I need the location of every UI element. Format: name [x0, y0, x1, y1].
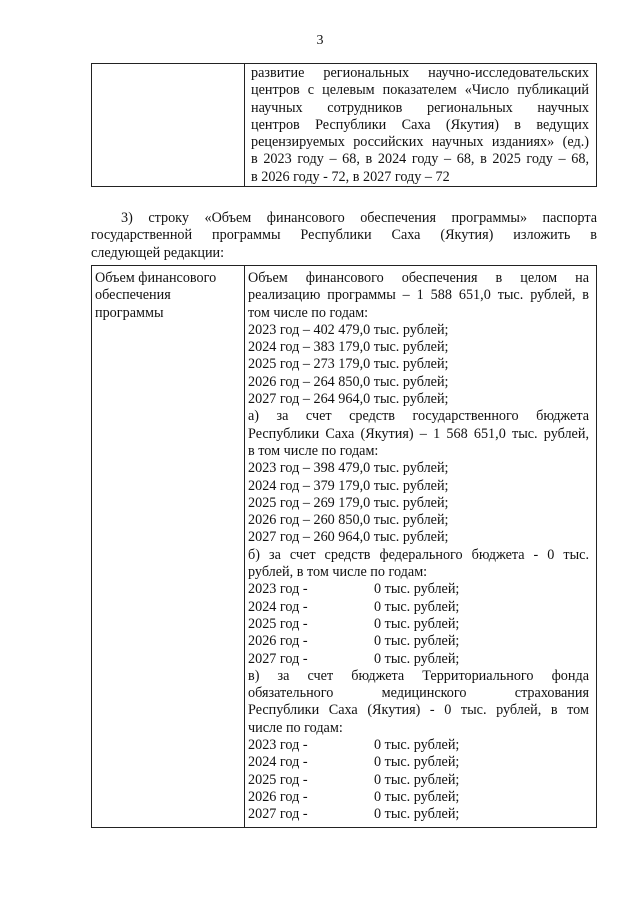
total-year-line: 2023 год – 402 479,0 тыс. рублей; — [248, 321, 449, 338]
year-label: 2023 год - — [248, 581, 308, 598]
t1-line: в 2023 году – 68, в 2024 году – 68, в 2025 году – 68, — [251, 151, 589, 168]
para-line-last: следующей редакции: — [91, 244, 225, 261]
intro-line: Объем финансового обеспечения в целом на — [248, 270, 589, 286]
paragraph-amendment — [91, 210, 597, 262]
amount: 0 тыс. рублей; — [374, 633, 460, 650]
total-year-line: 2025 год – 273 179,0 тыс. рублей; — [248, 356, 449, 373]
year-label: 2027 год - — [248, 806, 308, 823]
year-label: 2026 год - — [248, 633, 308, 650]
para-line: государственной программы Республики Саха (Якутия) изложить в — [91, 227, 597, 244]
tfoms-year-line — [248, 737, 589, 754]
amount: 0 тыс. рублей; — [374, 650, 460, 667]
label-line: программы — [95, 304, 164, 321]
total-year-line: 2027 год – 264 964,0 тыс. рублей; — [248, 391, 449, 408]
amount: 0 тыс. рублей; — [374, 806, 460, 823]
amount: 0 тыс. рублей; — [374, 615, 460, 632]
amount: 0 тыс. рублей; — [374, 788, 460, 805]
amount: 0 тыс. рублей; — [374, 754, 460, 771]
tfoms-intro-line: в) за счет бюджета Территориального фонда — [248, 667, 589, 684]
tfoms-intro-line: обязательного медицинского страхования — [248, 685, 589, 702]
state-year-line: 2025 год – 269 179,0 тыс. рублей; — [248, 494, 449, 511]
tfoms-intro-line: числе по годам: — [248, 719, 343, 736]
total-year-line: 2026 год – 264 850,0 тыс. рублей; — [248, 373, 449, 390]
federal-year-line — [248, 599, 589, 616]
table2-label-cell — [91, 265, 245, 828]
state-intro-line: Республики Саха (Якутия) – 1 568 651,0 тыс. рублей, — [248, 425, 589, 442]
tfoms-year-line — [248, 772, 589, 789]
amount: 0 тыс. рублей; — [374, 771, 460, 788]
tfoms-year-line — [248, 789, 589, 806]
table1-left-cell — [91, 63, 245, 187]
table1-right-cell — [244, 63, 597, 187]
year-label: 2024 год - — [248, 754, 308, 771]
t1-line: центров Республики Саха (Якутия) в ведущих — [251, 116, 589, 133]
t1-line: научных сотрудников региональных научных — [251, 99, 589, 116]
federal-year-line — [248, 616, 589, 633]
year-label: 2023 год - — [248, 737, 308, 754]
amount: 0 тыс. рублей; — [374, 598, 460, 615]
year-label: 2024 год - — [248, 598, 308, 615]
state-year-line: 2023 год – 398 479,0 тыс. рублей; — [248, 460, 449, 477]
state-year-line: 2026 год – 260 850,0 тыс. рублей; — [248, 512, 449, 529]
state-year-line: 2027 год – 260 964,0 тыс. рублей; — [248, 529, 449, 546]
amount: 0 тыс. рублей; — [374, 737, 460, 754]
federal-year-line — [248, 651, 589, 668]
federal-year-line — [248, 633, 589, 650]
tfoms-year-line — [248, 754, 589, 771]
t1-line: центров с целевым показателем «Число публикаций — [251, 82, 589, 99]
page-number: 3 — [316, 33, 324, 48]
para-line: 3) строку «Объем финансового обеспечения программы» паспорта — [121, 210, 597, 226]
federal-intro-line: рублей, в том числе по годам: — [248, 564, 428, 581]
label-line: обеспечения — [95, 287, 171, 304]
intro-line: реализацию программы – 1 588 651,0 тыс. рублей, в — [248, 287, 589, 304]
year-label: 2026 год - — [248, 788, 308, 805]
label-line: Объем финансового — [95, 270, 217, 286]
t1-line: рецензируемых российских научных изданиях» (ед.) — [251, 134, 589, 151]
tfoms-intro-line: Республики Саха (Якутия) - 0 тыс. рублей, в том — [248, 702, 589, 719]
year-label: 2025 год - — [248, 771, 308, 788]
intro-line: том числе по годам: — [248, 304, 369, 321]
year-label: 2027 год - — [248, 650, 308, 667]
total-year-line: 2024 год – 383 179,0 тыс. рублей; — [248, 339, 449, 356]
t1-line: развитие региональных научно-исследовательских — [251, 65, 589, 81]
state-year-line: 2024 год – 379 179,0 тыс. рублей; — [248, 477, 449, 494]
t1-line-last: в 2026 году - 72, в 2027 году – 72 — [251, 168, 450, 185]
year-label: 2025 год - — [248, 615, 308, 632]
state-intro-line: а) за счет средств государственного бюджета — [248, 408, 589, 425]
tfoms-year-line — [248, 806, 589, 823]
state-intro-line: в том числе по годам: — [248, 442, 379, 459]
federal-intro-line: б) за счет средств федерального бюджета - 0 тыс. — [248, 546, 589, 563]
federal-year-line — [248, 581, 589, 598]
amount: 0 тыс. рублей; — [374, 581, 460, 598]
table2-content-cell — [244, 265, 597, 828]
